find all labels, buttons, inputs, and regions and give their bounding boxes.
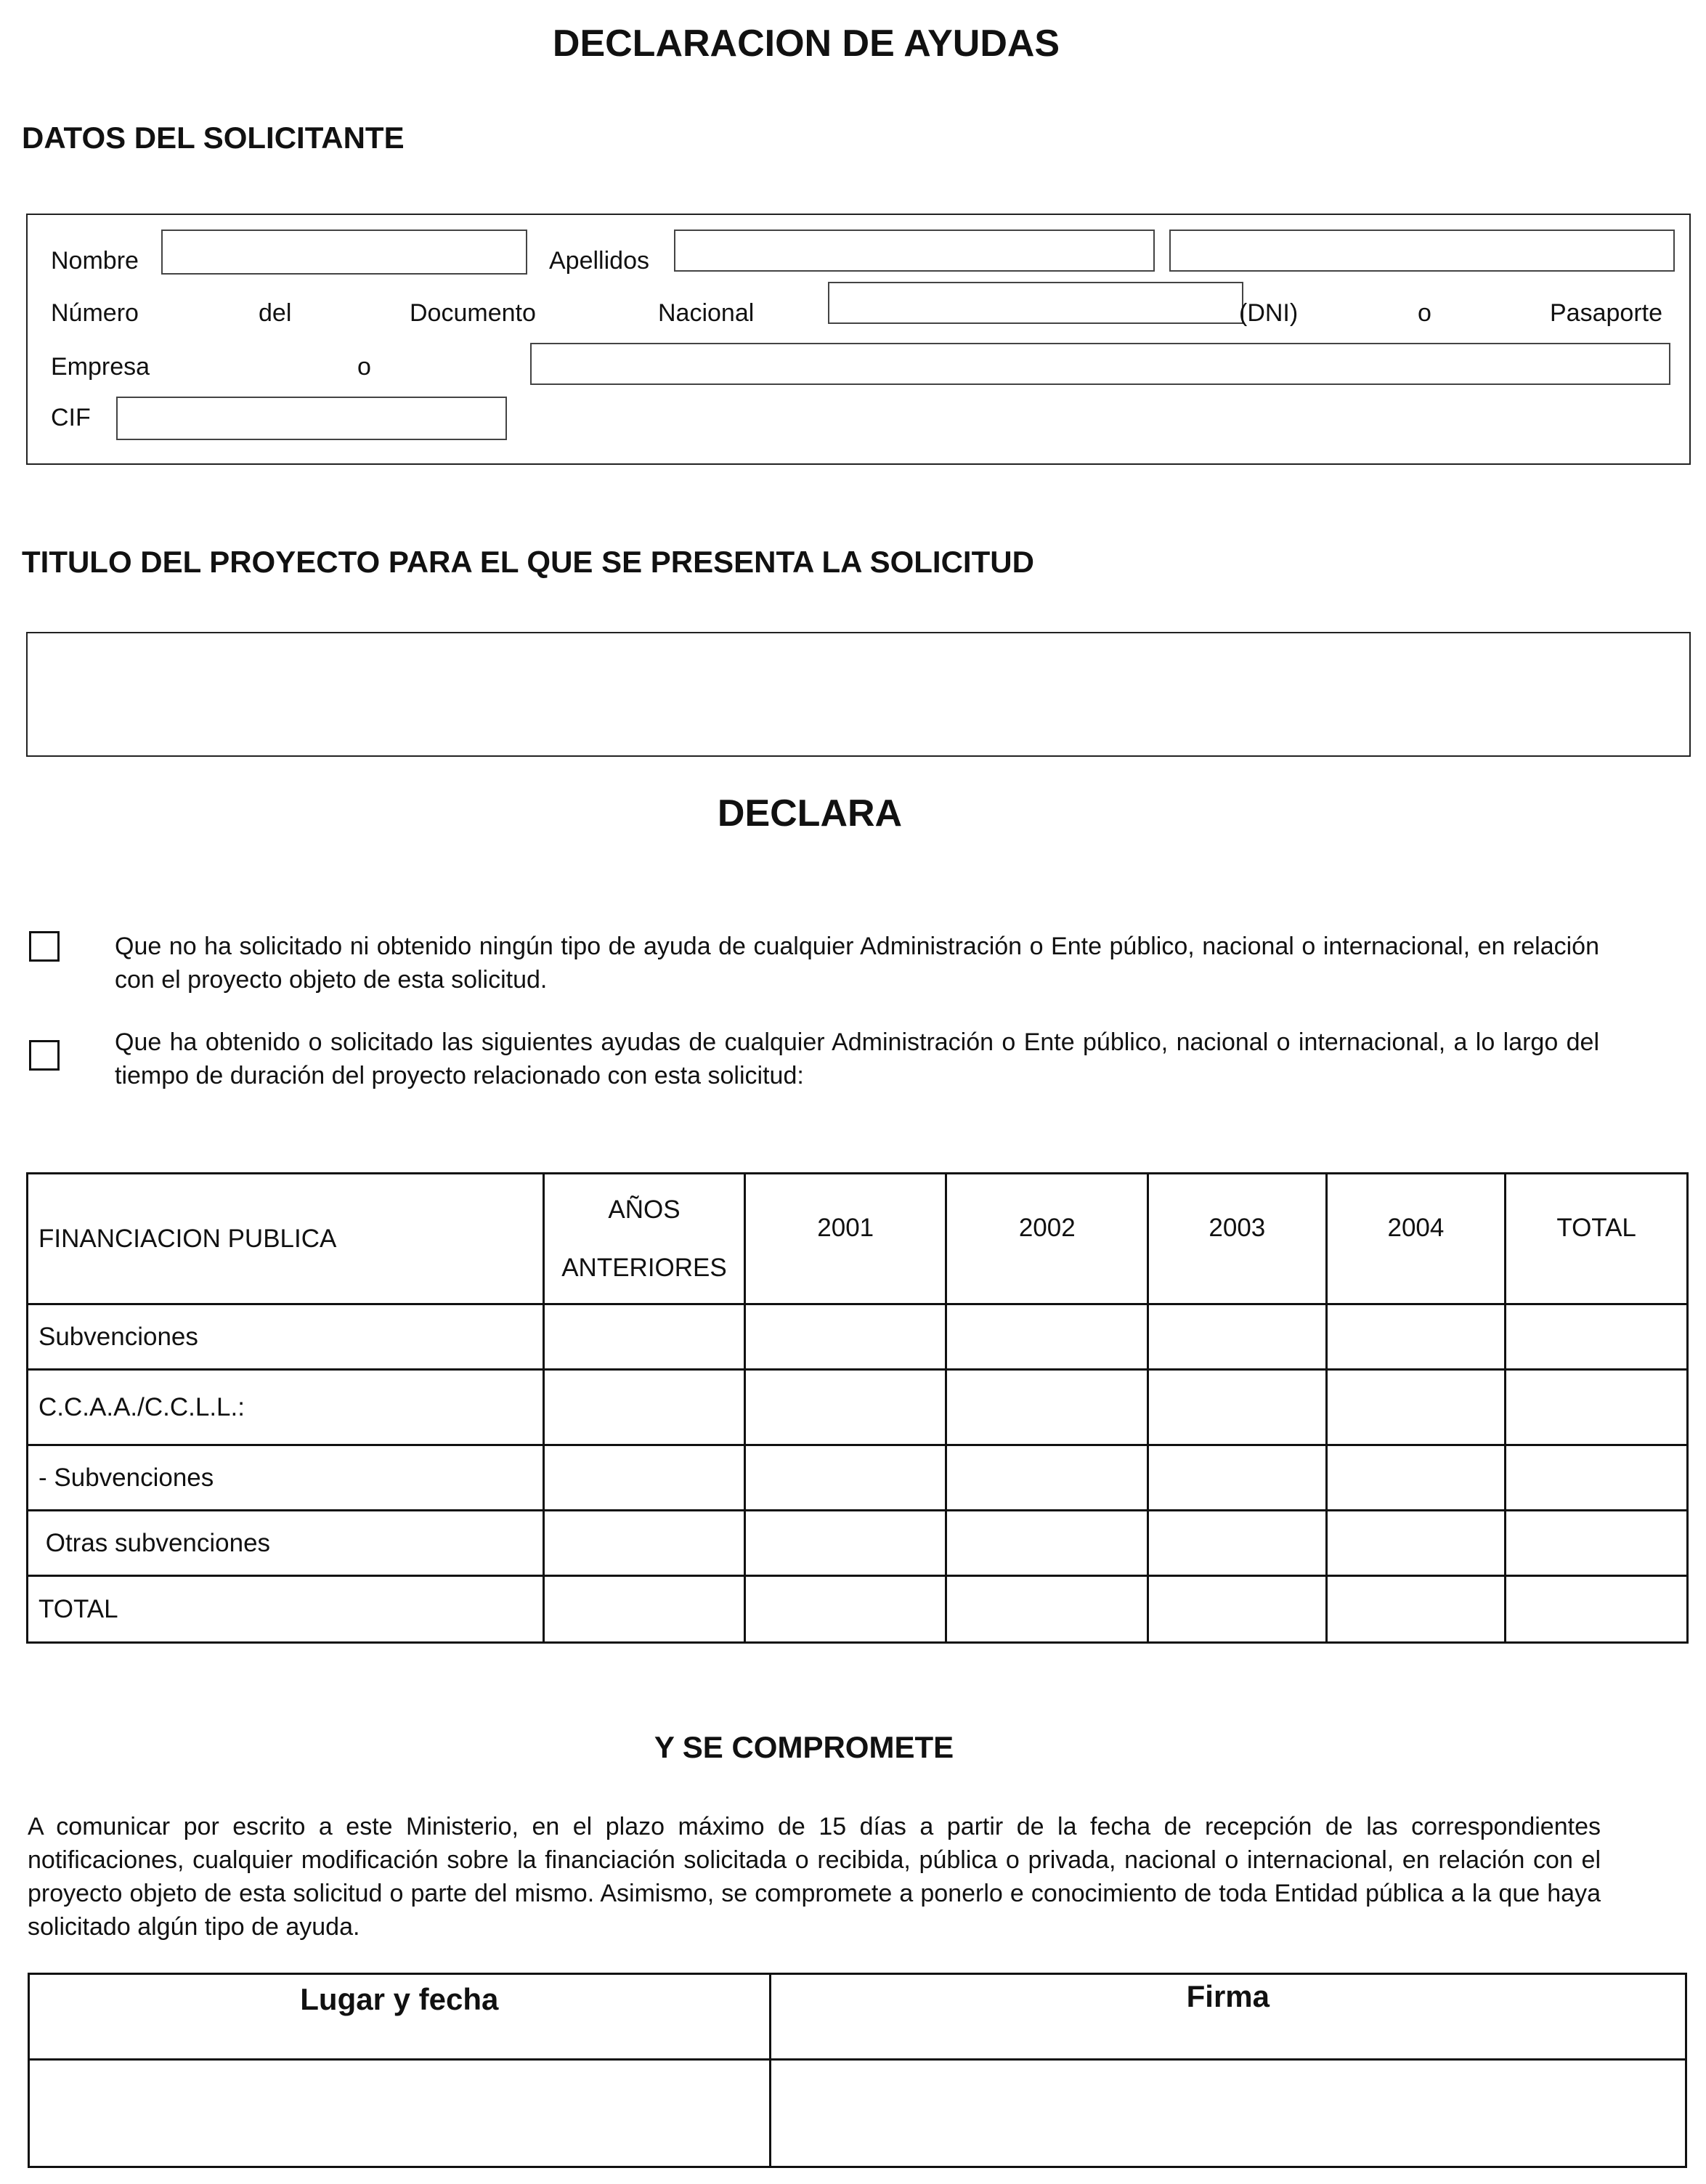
table-cell[interactable] <box>744 1304 946 1370</box>
dni-label: (DNI) <box>1239 299 1299 327</box>
dni-input[interactable] <box>828 282 1243 324</box>
financing-table <box>26 1172 1689 1644</box>
firma-label: Firma <box>770 1974 1686 2060</box>
table-row <box>28 1370 1688 1445</box>
page-title: DECLARACION DE AYUDAS <box>552 23 1060 65</box>
table-cell[interactable] <box>544 1511 745 1576</box>
applicant-heading: DATOS DEL SOLICITANTE <box>22 121 405 155</box>
table-cell[interactable] <box>1148 1304 1327 1370</box>
table-cell[interactable] <box>1326 1576 1506 1643</box>
empresa-input[interactable] <box>530 343 1670 385</box>
lugar-fecha-field[interactable] <box>29 2060 771 2167</box>
project-title-input[interactable] <box>26 632 1691 757</box>
table-cell[interactable] <box>1148 1511 1327 1576</box>
table-cell[interactable] <box>544 1576 745 1643</box>
table-cell[interactable] <box>946 1445 1148 1511</box>
header-year-2002: 2002 <box>946 1174 1148 1304</box>
apellido2-input[interactable] <box>1169 230 1675 272</box>
header-year-2003: 2003 <box>1148 1174 1327 1304</box>
table-cell[interactable] <box>1148 1370 1327 1445</box>
table-cell[interactable] <box>1506 1370 1688 1445</box>
apellido1-input[interactable] <box>674 230 1155 272</box>
table-cell[interactable] <box>1506 1445 1688 1511</box>
table-cell[interactable] <box>946 1511 1148 1576</box>
header-year-2001: 2001 <box>744 1174 946 1304</box>
table-cell[interactable] <box>744 1576 946 1643</box>
table-cell[interactable] <box>1148 1576 1327 1643</box>
row-label-total: TOTAL <box>28 1576 544 1643</box>
table-cell[interactable] <box>1506 1304 1688 1370</box>
signature-table <box>28 1973 1687 2168</box>
table-cell[interactable] <box>1326 1370 1506 1445</box>
declara-heading: DECLARA <box>717 792 903 835</box>
table-header-row <box>28 1174 1688 1304</box>
table-cell[interactable] <box>1506 1576 1688 1643</box>
table-cell[interactable] <box>946 1370 1148 1445</box>
dni-word-nacional: Nacional <box>658 299 755 327</box>
table-row <box>28 1445 1688 1511</box>
table-cell[interactable] <box>946 1304 1148 1370</box>
table-cell[interactable] <box>544 1304 745 1370</box>
option-ayudas-obtenidas-text: Que ha obtenido o solicitado las siguientes ayudas de cualquier Administración o Ente público, nacional o internacional, a lo largo del tiempo de duración del proyecto relacionado con esta solicitud: <box>115 1028 1599 1089</box>
row-label-otras-subvenciones: Otras subvenciones <box>28 1511 544 1576</box>
row-label-subvenciones: Subvenciones <box>28 1304 544 1370</box>
lugar-fecha-label: Lugar y fecha <box>29 1974 771 2060</box>
checkbox-ayudas-obtenidas[interactable] <box>29 1040 60 1071</box>
table-row <box>28 1576 1688 1643</box>
table-cell[interactable] <box>744 1370 946 1445</box>
empresa-label: Empresa <box>51 353 150 381</box>
table-cell[interactable] <box>544 1445 745 1511</box>
nombre-input[interactable] <box>161 230 527 275</box>
option-no-ayudas-text: Que no ha solicitado ni obtenido ningún tipo de ayuda de cualquier Administración o Ente público, nacional o internacional, en relación con el proyecto objeto de esta solicitud. <box>115 933 1599 994</box>
table-cell[interactable] <box>1326 1304 1506 1370</box>
table-cell[interactable] <box>744 1511 946 1576</box>
header-total: TOTAL <box>1506 1174 1688 1304</box>
cif-input[interactable] <box>116 397 507 440</box>
apellidos-label: Apellidos <box>549 247 649 275</box>
header-anos-line1: AÑOS <box>608 1195 681 1224</box>
table-cell[interactable] <box>1506 1511 1688 1576</box>
row-label-sub-subvenciones: - Subvenciones <box>28 1445 544 1511</box>
table-row <box>28 1511 1688 1576</box>
checkbox-no-ayudas[interactable] <box>29 931 60 962</box>
table-cell[interactable] <box>1326 1445 1506 1511</box>
commitment-text: A comunicar por escrito a este Ministerio, en el plazo máximo de 15 días a partir de la fecha de recepción de las correspondientes notificaciones, cualquier modificación sobre la financiación solicitada o recibida, pública o privada, nacional o internacional, en relación con el proyecto objeto de esta solicitud o parte del mismo. Asimismo, se compromete a ponerlo e conocimiento de toda Entidad pública a la que haya solicitado algún tipo de ayuda. <box>28 1813 1601 1941</box>
dni-o-label: o <box>1418 299 1431 327</box>
cif-label: CIF <box>51 404 91 431</box>
project-heading: TITULO DEL PROYECTO PARA EL QUE SE PRESENTA LA SOLICITUD <box>22 545 1034 579</box>
dni-word-del: del <box>259 299 292 327</box>
empresa-o-label: o <box>357 353 371 381</box>
table-cell[interactable] <box>544 1370 745 1445</box>
row-label-ccaa: C.C.A.A./C.C.L.L.: <box>28 1370 544 1445</box>
table-cell[interactable] <box>1326 1511 1506 1576</box>
table-cell[interactable] <box>744 1445 946 1511</box>
table-row <box>28 1304 1688 1370</box>
header-year-2004: 2004 <box>1326 1174 1506 1304</box>
firma-field[interactable] <box>770 2060 1686 2167</box>
dni-word-documento: Documento <box>410 299 536 327</box>
pasaporte-label: Pasaporte <box>1550 299 1662 327</box>
table-cell[interactable] <box>1148 1445 1327 1511</box>
dni-word-numero: Número <box>51 299 139 327</box>
nombre-label: Nombre <box>51 247 139 275</box>
header-anos-line2: ANTERIORES <box>561 1253 727 1282</box>
commitment-heading: Y SE COMPROMETE <box>654 1730 954 1764</box>
table-cell[interactable] <box>946 1576 1148 1643</box>
header-anos-anteriores <box>544 1174 745 1304</box>
header-financiacion-publica: FINANCIACION PUBLICA <box>28 1174 544 1304</box>
